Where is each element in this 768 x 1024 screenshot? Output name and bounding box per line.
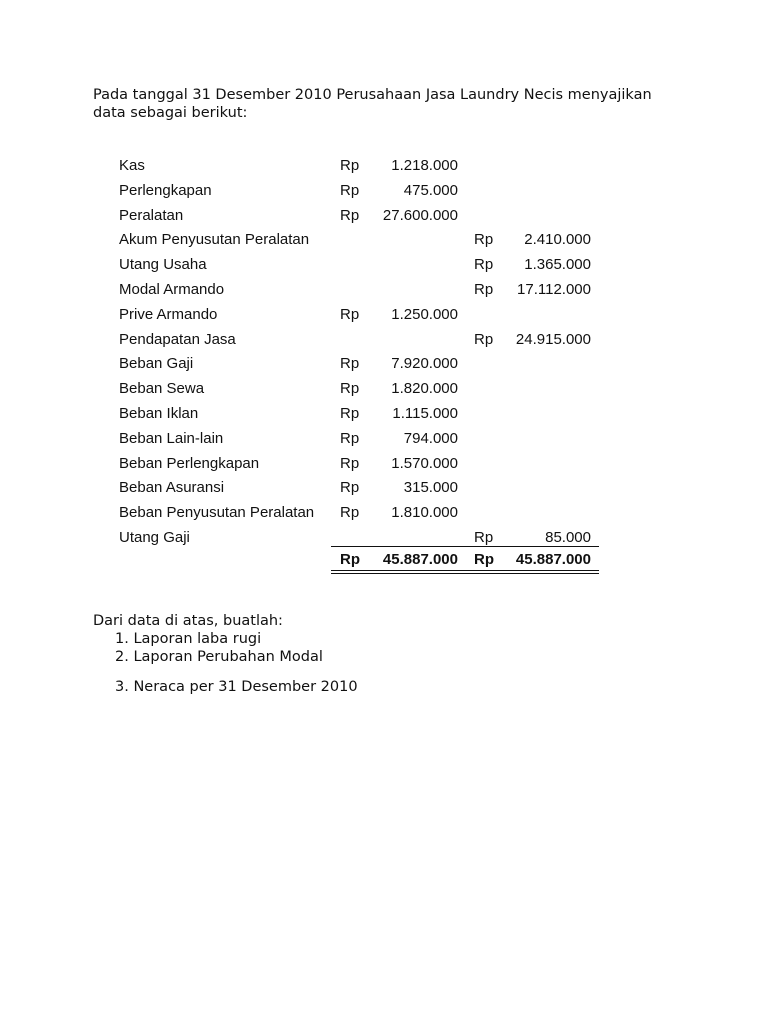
account-name: Utang Usaha bbox=[119, 256, 207, 274]
table-row bbox=[119, 526, 601, 551]
table-row bbox=[119, 328, 601, 353]
account-name: Akum Penyusutan Peralatan bbox=[119, 231, 310, 249]
table-row bbox=[119, 377, 601, 402]
table-row bbox=[119, 452, 601, 477]
debit-amount: 1.250.000 bbox=[391, 305, 458, 323]
debit-amount: 27.600.000 bbox=[382, 206, 458, 224]
table-row bbox=[119, 427, 601, 452]
debit-currency: Rp bbox=[340, 157, 360, 174]
credit-amount: 17.112.000 bbox=[517, 280, 591, 298]
table-row bbox=[119, 204, 601, 229]
debit-currency: Rp bbox=[340, 206, 360, 224]
table-row bbox=[119, 476, 601, 501]
table-row bbox=[119, 402, 601, 427]
table-row bbox=[119, 303, 601, 328]
debit-currency: Rp bbox=[340, 305, 360, 323]
account-name: Prive Armando bbox=[119, 305, 218, 323]
total-debit-currency: Rp bbox=[340, 551, 360, 568]
total-row bbox=[119, 549, 601, 571]
account-name: Beban Perlengkapan bbox=[119, 454, 260, 472]
list-item bbox=[115, 678, 653, 696]
account-name: Peralatan bbox=[119, 206, 184, 224]
account-name: Pendapatan Jasa bbox=[119, 330, 236, 348]
list-item-number: 3. bbox=[115, 679, 129, 695]
total-debit-amount: 45.887.000 bbox=[382, 551, 458, 568]
list-item bbox=[115, 630, 653, 648]
table-row bbox=[119, 179, 601, 204]
table-row bbox=[119, 228, 601, 253]
list-item-text: Neraca per 31 Desember 2010 bbox=[133, 679, 358, 695]
list-item-text: Laporan Perubahan Modal bbox=[133, 649, 323, 665]
account-name: Perlengkapan bbox=[119, 181, 212, 199]
credit-currency: Rp bbox=[474, 330, 494, 348]
debit-currency: Rp bbox=[340, 404, 360, 422]
debit-amount: 7.920.000 bbox=[391, 355, 458, 373]
total-double-rule-upper bbox=[331, 570, 599, 571]
list-item-text: Laporan laba rugi bbox=[133, 631, 262, 647]
debit-amount: 794.000 bbox=[403, 429, 458, 447]
table-row bbox=[119, 253, 601, 278]
account-name: Beban Gaji bbox=[119, 355, 194, 373]
account-name: Utang Gaji bbox=[119, 528, 190, 546]
total-credit-amount: 45.887.000 bbox=[515, 551, 591, 568]
credit-amount: 85.000 bbox=[545, 528, 591, 546]
credit-amount: 24.915.000 bbox=[515, 330, 591, 348]
debit-currency: Rp bbox=[340, 429, 360, 447]
table-row bbox=[119, 352, 601, 377]
debit-amount: 1.810.000 bbox=[391, 504, 458, 522]
intro-paragraph bbox=[93, 86, 673, 122]
debit-amount: 475.000 bbox=[403, 181, 458, 199]
debit-currency: Rp bbox=[340, 454, 360, 472]
credit-currency: Rp bbox=[474, 528, 494, 546]
account-name: Beban Penyusutan Peralatan bbox=[119, 504, 315, 522]
debit-amount: 315.000 bbox=[403, 479, 458, 497]
account-name: Beban Asuransi bbox=[119, 479, 225, 497]
list-item-number: 1. bbox=[115, 631, 129, 647]
credit-amount: 2.410.000 bbox=[524, 231, 591, 249]
credit-currency: Rp bbox=[474, 256, 494, 274]
account-name: Beban Sewa bbox=[119, 380, 205, 398]
account-name: Beban Iklan bbox=[119, 404, 199, 422]
tasks-section bbox=[93, 612, 653, 696]
total-credit-currency: Rp bbox=[474, 551, 494, 568]
total-top-rule bbox=[331, 546, 599, 547]
credit-amount: 1.365.000 bbox=[524, 256, 591, 274]
intro-line-2: data sebagai berikut: bbox=[93, 105, 248, 121]
credit-currency: Rp bbox=[474, 231, 494, 249]
total-double-rule-lower bbox=[331, 573, 599, 574]
account-name: Beban Lain-lain bbox=[119, 429, 224, 447]
table-row bbox=[119, 154, 601, 179]
debit-currency: Rp bbox=[340, 504, 360, 522]
debit-currency: Rp bbox=[340, 181, 360, 199]
intro-line-1: Pada tanggal 31 Desember 2010 Perusahaan Jasa Laundry Necis menyajikan bbox=[93, 87, 652, 103]
trial-balance-table bbox=[119, 154, 601, 551]
table-row bbox=[119, 278, 601, 303]
debit-amount: 1.115.000 bbox=[392, 404, 458, 422]
list-item bbox=[115, 648, 653, 666]
debit-currency: Rp bbox=[340, 380, 360, 398]
table-row bbox=[119, 501, 601, 526]
debit-currency: Rp bbox=[340, 479, 360, 497]
debit-amount: 1.820.000 bbox=[391, 380, 458, 398]
account-name: Kas bbox=[119, 157, 145, 174]
debit-amount: 1.218.000 bbox=[391, 157, 458, 174]
tasks-lead: Dari data di atas, buatlah: bbox=[93, 613, 283, 629]
list-item-number: 2. bbox=[115, 649, 129, 665]
debit-currency: Rp bbox=[340, 355, 360, 373]
credit-currency: Rp bbox=[474, 280, 494, 298]
debit-amount: 1.570.000 bbox=[391, 454, 458, 472]
account-name: Modal Armando bbox=[119, 280, 225, 298]
